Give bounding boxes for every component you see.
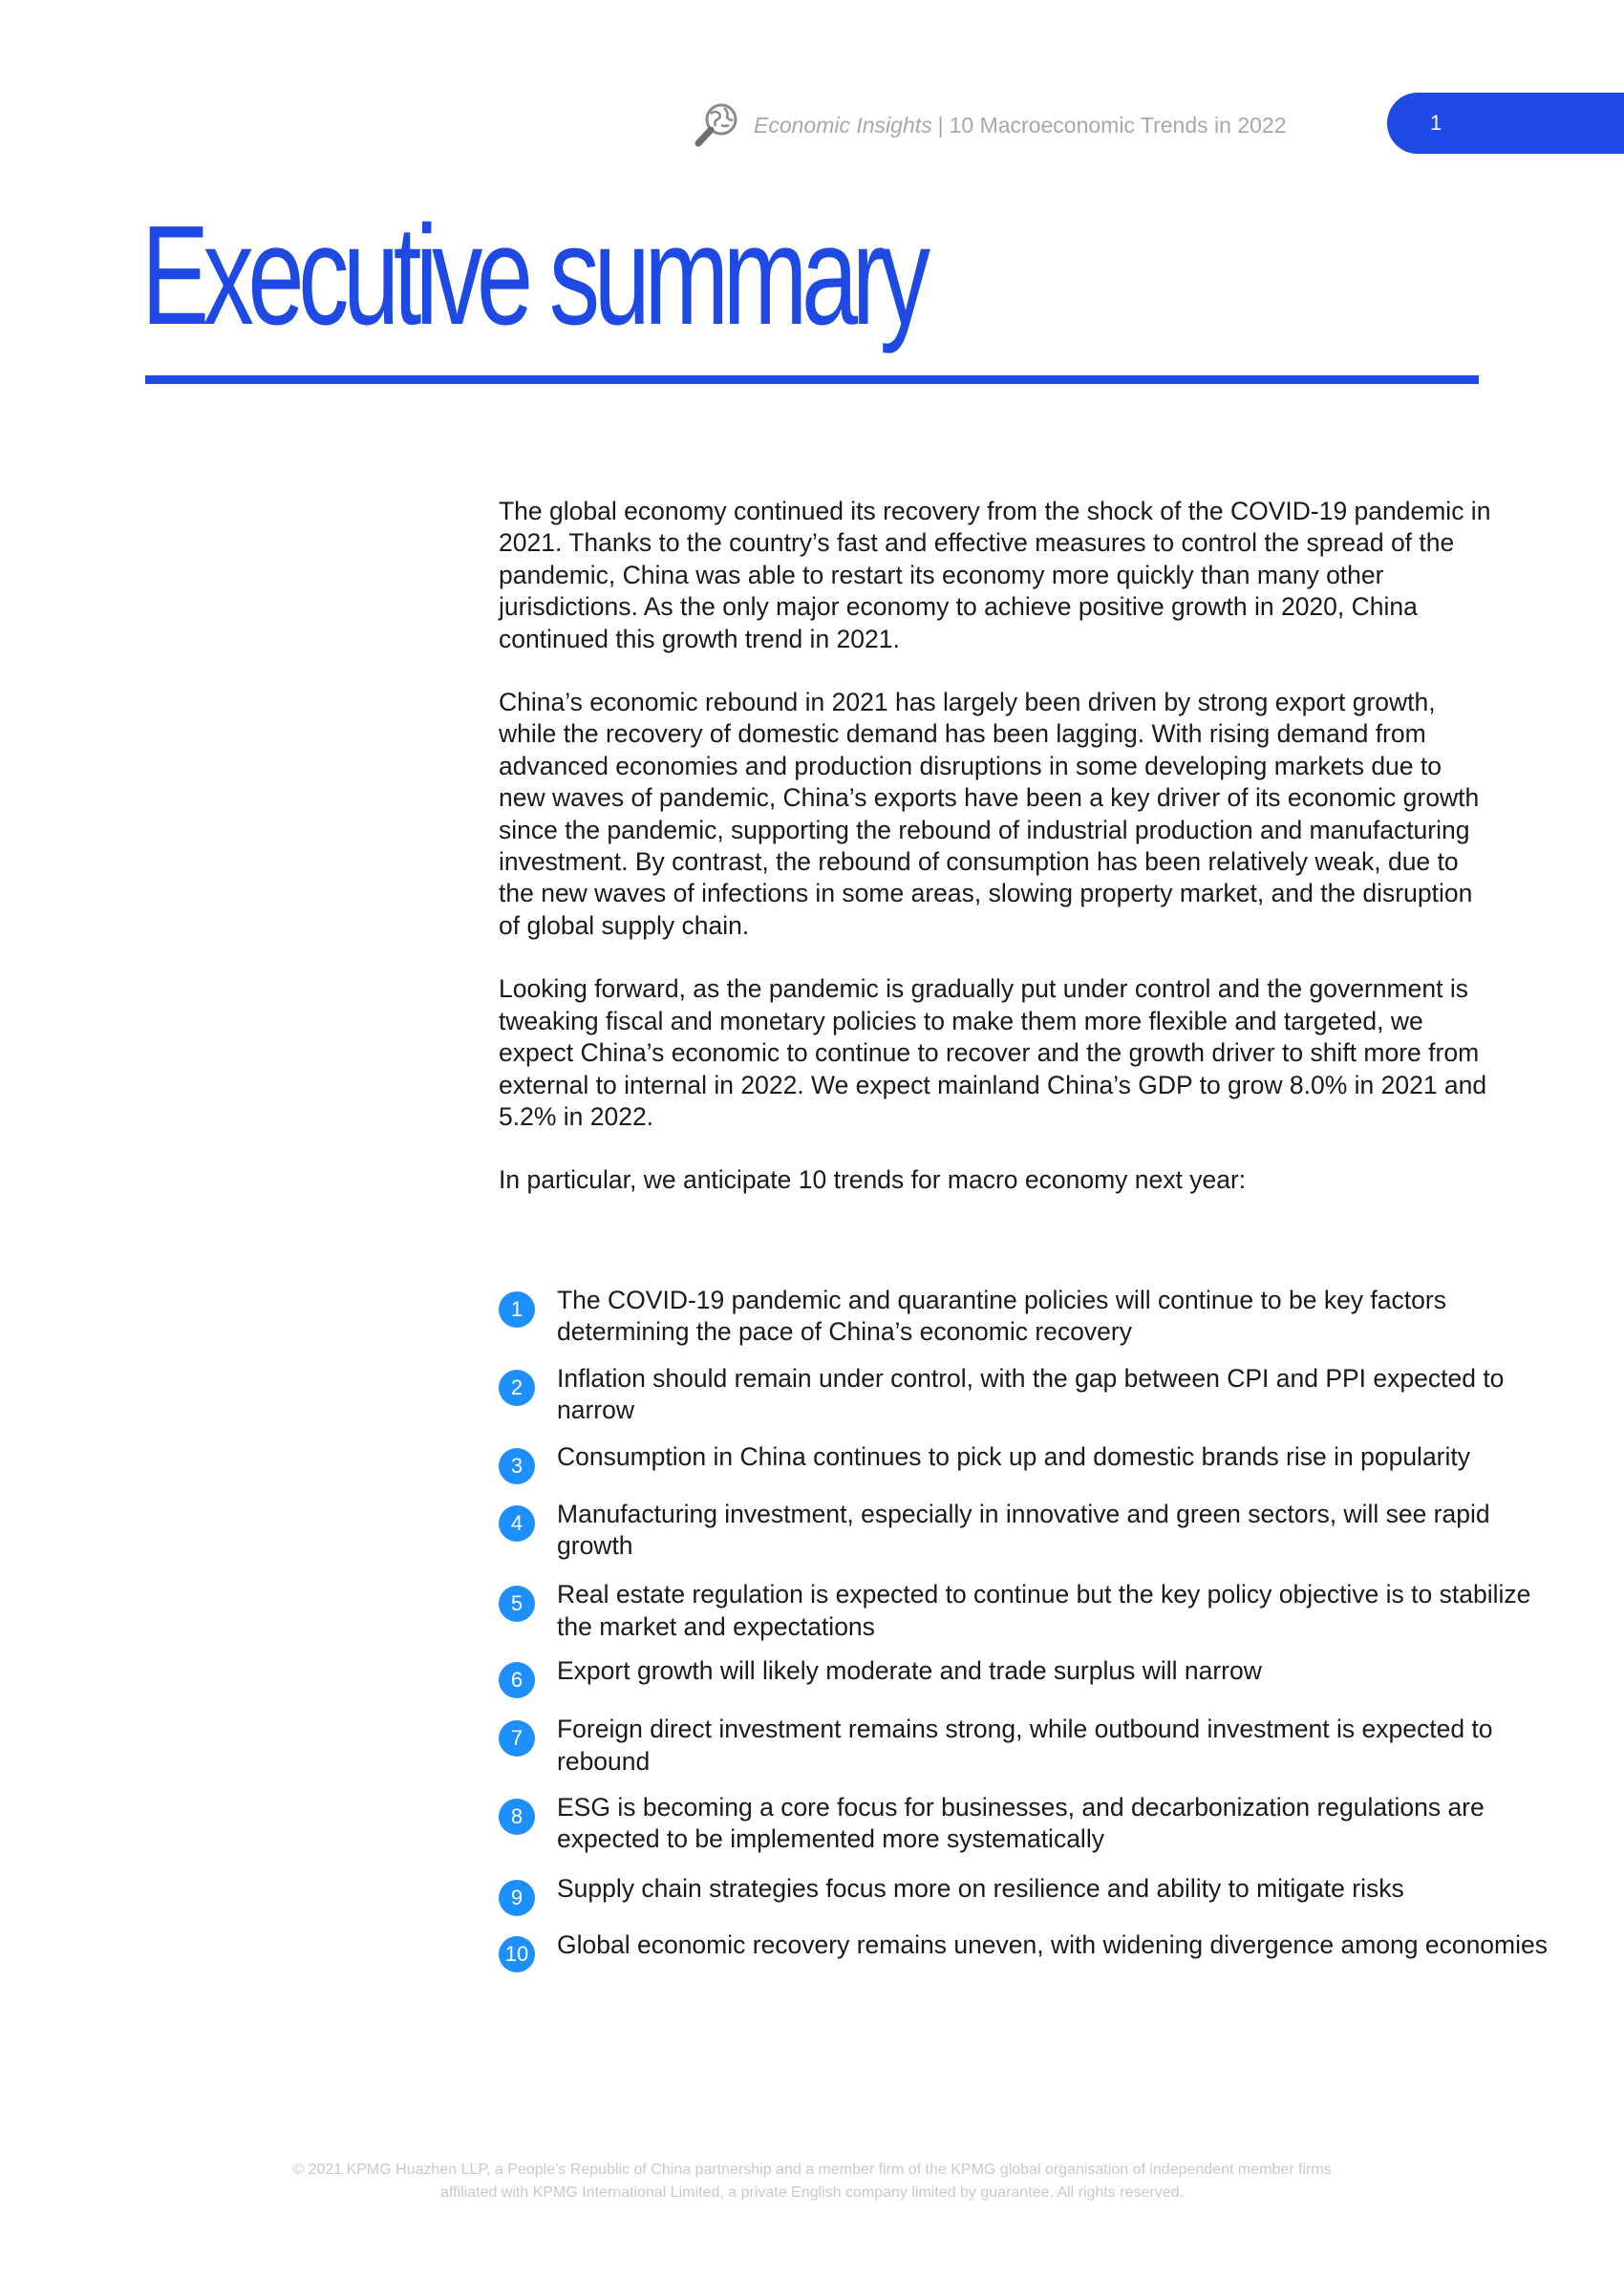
trend-text: Consumption in China continues to pick up and domestic brands rise in popularity — [557, 1441, 1471, 1471]
trend-item — [499, 1285, 1549, 1349]
trend-number-badge: 4 — [499, 1505, 535, 1542]
trend-text: Supply chain strategies focus more on resilience and ability to mitigate risks — [557, 1873, 1404, 1903]
trend-number-badge: 9 — [499, 1880, 535, 1916]
page-title: Executive summary — [141, 197, 925, 354]
header-series: Economic Insights — [754, 112, 932, 138]
trend-number-badge: 6 — [499, 1662, 535, 1698]
header-separator: | — [937, 112, 944, 138]
trend-item — [499, 1655, 1549, 1698]
paragraph: The global economy continued its recovery from the shock of the COVID-19 pandemic in 2021. Thanks to the country’s fast and effective measures to control the spread of the pandemic, China was able to restart its economy more quickly than many other jurisdictions. As the only major economy to achieve positive growth in 2020, China continued this growth trend in 2021. — [499, 497, 1491, 653]
title-underline — [145, 375, 1479, 384]
trend-item — [499, 1499, 1549, 1563]
trend-item — [499, 1579, 1549, 1643]
trend-text: Foreign direct investment remains strong, while outbound investment is expected to rebound — [557, 1715, 1493, 1776]
page-number: 1 — [1430, 111, 1442, 135]
trend-number-badge: 1 — [499, 1291, 535, 1328]
paragraph: In particular, we anticipate 10 trends for macro economy next year: — [499, 1165, 1247, 1195]
trend-text: Inflation should remain under control, with the gap between CPI and PPI expected to narrow — [557, 1363, 1505, 1425]
trend-item — [499, 1441, 1549, 1484]
trend-item — [499, 1714, 1549, 1778]
copyright-footer — [143, 2159, 1481, 2205]
trend-number-badge: 7 — [499, 1720, 535, 1757]
trend-number-badge: 5 — [499, 1586, 535, 1622]
trend-item — [499, 1792, 1549, 1856]
trend-text: ESG is becoming a core focus for businesses, and decarbonization regulations are expected to be implemented more systematically — [557, 1793, 1485, 1854]
trend-number-badge: 3 — [499, 1448, 535, 1484]
paragraph: Looking forward, as the pandemic is gradually put under control and the government is tweaking fiscal and monetary policies to make them more flexible and targeted, we expect China’s economic to continue to recover and the growth driver to shift more from external to internal in 2022. We expect mainland China’s GDP to grow 8.0% in 2021 and 5.2% in 2022. — [499, 974, 1487, 1131]
trends-list — [499, 1285, 1549, 1972]
trend-item — [499, 1363, 1549, 1427]
header-report-title: 10 Macroeconomic Trends in 2022 — [949, 112, 1287, 138]
trend-number-badge: 2 — [499, 1370, 535, 1406]
trend-text: The COVID-19 pandemic and quarantine policies will continue to be key factors determining the pace of China’s economic recovery — [557, 1286, 1446, 1347]
page-header — [693, 91, 1287, 160]
trend-text: Real estate regulation is expected to continue but the key policy objective is to stabilize the market and expectations — [557, 1580, 1531, 1641]
magnifier-globe-icon — [693, 100, 742, 150]
trend-number-badge: 10 — [499, 1936, 535, 1972]
trend-item — [499, 1929, 1549, 1972]
page-number-tab — [1387, 93, 1624, 154]
trend-text: Export growth will likely moderate and trade surplus will narrow — [557, 1656, 1262, 1686]
trend-text: Manufacturing investment, especially in innovative and green sectors, will see rapid growth — [557, 1499, 1490, 1561]
summary-body — [499, 496, 1492, 1228]
header-text — [754, 113, 1287, 139]
trend-number-badge: 8 — [499, 1799, 535, 1835]
trend-text: Global economic recovery remains uneven, with widening divergence among economies — [557, 1929, 1548, 1959]
footer-line: © 2021 KPMG Huazhen LLP, a People’s Republic of China partnership and a member firm of the KPMG global organisation of independent member firms — [292, 2162, 1332, 2178]
trend-item — [499, 1873, 1549, 1916]
paragraph: China’s economic rebound in 2021 has largely been driven by strong export growth, while the recovery of domestic demand has been lagging. With rising demand from advanced economies and production disruptions in some developing markets due to new waves of pandemic, China’s exports have been a key driver of its economic growth since the pandemic, supporting the rebound of industrial production and manufacturing investment. By contrast, the rebound of consumption has been relatively weak, due to the new waves of infections in some areas, slowing property market, and the disruption of global supply chain. — [499, 688, 1480, 940]
footer-line: affiliated with KPMG International Limited, a private English company limited by guarantee. All rights reserved. — [440, 2184, 1184, 2201]
